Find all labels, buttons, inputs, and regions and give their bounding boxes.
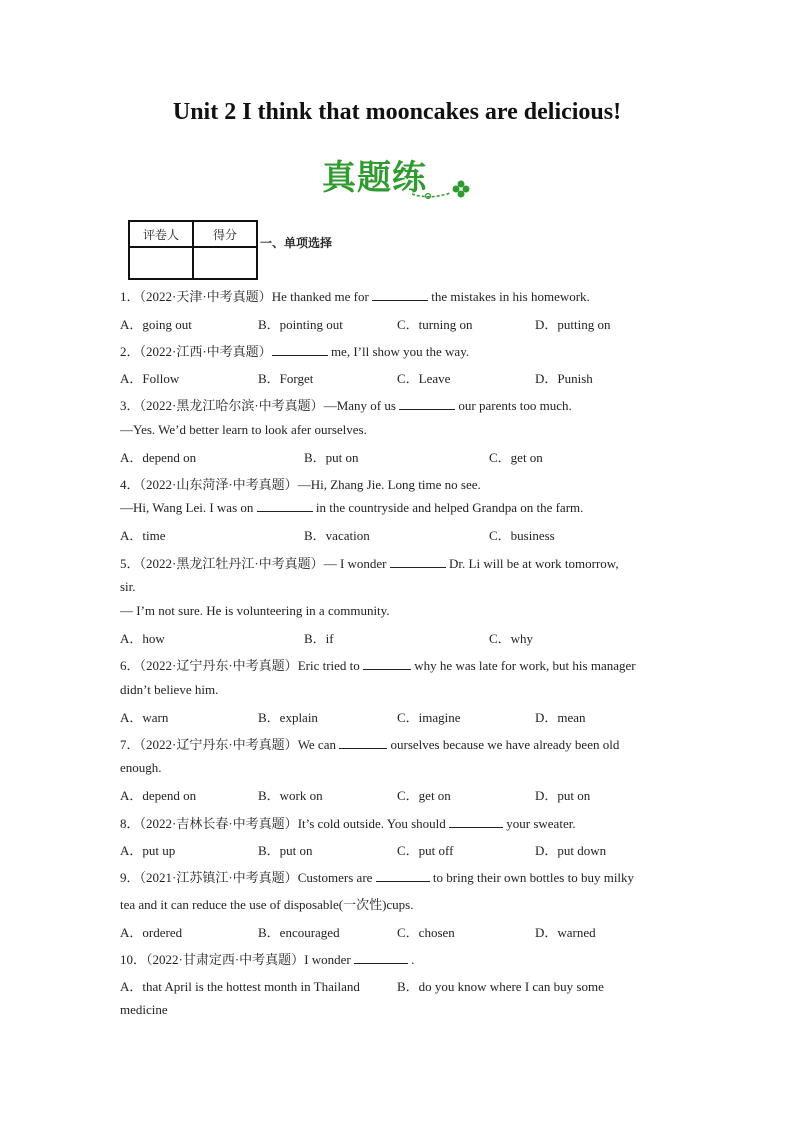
q1-option-a[interactable]: A．going out <box>120 317 192 332</box>
q3-option-b[interactable]: B．put on <box>304 450 359 465</box>
question-7: 7．（2022·辽宁丹东·中考真题）We can ourselves because we have already been old <box>120 737 620 752</box>
section-heading: 一、单项选择 <box>260 236 333 250</box>
question-10: 10．（2022·甘肃定西·中考真题）I wonder . <box>120 952 415 967</box>
q8-option-b[interactable]: B．put on <box>258 843 313 858</box>
q4-option-c[interactable]: C．business <box>489 528 555 543</box>
q9-option-d[interactable]: D．warned <box>535 925 596 940</box>
q5-option-c[interactable]: C．why <box>489 631 534 646</box>
question-4: 4．（2022·山东菏泽·中考真题）—Hi, Zhang Jie. Long time no see. <box>120 477 481 492</box>
q5-option-b[interactable]: B．if <box>304 631 334 646</box>
score-table-grader-cell <box>129 247 193 279</box>
question-5-line-3: — I’m not sure. He is volunteering in a community. <box>120 603 390 618</box>
q4-option-a[interactable]: A．time <box>120 528 166 543</box>
q10-option-a[interactable]: A．that April is the hottest month in Thailand <box>120 979 360 994</box>
score-table <box>128 220 258 280</box>
question-3: 3．（2022·黑龙江哈尔滨·中考真题）—Many of us our parents too much. <box>120 398 572 413</box>
q2-option-a[interactable]: A．Follow <box>120 371 180 386</box>
score-table-grader-header: 评卷人 <box>129 221 193 247</box>
q7-option-d[interactable]: D．put on <box>535 788 591 803</box>
question-7-line-2: enough. <box>120 760 162 775</box>
q10-option-b-continued: medicine <box>120 1002 168 1017</box>
q8-option-d[interactable]: D．put down <box>535 843 607 858</box>
q7-option-a[interactable]: A．depend on <box>120 788 197 803</box>
q6-option-b[interactable]: B．explain <box>258 710 318 725</box>
q6-option-d[interactable]: D．mean <box>535 710 586 725</box>
q9-option-a[interactable]: A．ordered <box>120 925 183 940</box>
question-4-line-2: —Hi, Wang Lei. I was on in the countryside and helped Grandpa on the farm. <box>120 500 584 515</box>
q9-option-c[interactable]: C．chosen <box>397 925 455 940</box>
q2-option-d[interactable]: D．Punish <box>535 371 593 386</box>
question-6: 6．（2022·辽宁丹东·中考真题）Eric tried to why he was late for work, but his manager <box>120 658 636 673</box>
q2-option-c[interactable]: C．Leave <box>397 371 451 386</box>
question-9-line-2: tea and it can reduce the use of disposable(一次性)cups. <box>120 897 414 912</box>
q5-option-a[interactable]: A．how <box>120 631 165 646</box>
q4-option-b[interactable]: B．vacation <box>304 528 370 543</box>
question-6-line-2: didn’t believe him. <box>120 682 219 697</box>
q7-option-c[interactable]: C．get on <box>397 788 451 803</box>
question-1: 1．（2022·天津·中考真题）He thanked me for the mistakes in his homework. <box>120 289 590 304</box>
page-title: Unit 2 I think that mooncakes are delicious! <box>172 99 622 125</box>
question-8: 8．（2022·吉林长春·中考真题）It’s cold outside. You should your sweater. <box>120 816 576 831</box>
q1-option-c[interactable]: C．turning on <box>397 317 473 332</box>
score-table-score-cell <box>193 247 257 279</box>
q1-option-d[interactable]: D．putting on <box>535 317 611 332</box>
clover-decoration-icon <box>320 150 480 202</box>
question-9: 9．（2021·江苏镇江·中考真题）Customers are to bring their own bottles to buy milky <box>120 870 635 885</box>
q3-option-c[interactable]: C．get on <box>489 450 543 465</box>
q10-option-b[interactable]: B．do you know where I can buy some <box>397 979 604 994</box>
question-3-line-2: —Yes. We’d better learn to look afer ourselves. <box>120 422 367 437</box>
question-5: 5．（2022·黑龙江牡丹江·中考真题）— I wonder Dr. Li will be at work tomorrow, <box>120 556 619 571</box>
q7-option-b[interactable]: B．work on <box>258 788 323 803</box>
question-5-line-2: sir. <box>120 579 136 594</box>
question-2: 2．（2022·江西·中考真题） me, I’ll show you the way. <box>120 344 470 359</box>
logo-text: 真题练 <box>322 158 427 198</box>
q8-option-c[interactable]: C．put off <box>397 843 454 858</box>
q2-option-b[interactable]: B．Forget <box>258 371 314 386</box>
q3-option-a[interactable]: A．depend on <box>120 450 197 465</box>
q6-option-a[interactable]: A．warn <box>120 710 169 725</box>
q8-option-a[interactable]: A．put up <box>120 843 176 858</box>
logo <box>320 150 480 202</box>
q9-option-b[interactable]: B．encouraged <box>258 925 340 940</box>
q6-option-c[interactable]: C．imagine <box>397 710 461 725</box>
score-table-score-header: 得分 <box>193 221 257 247</box>
q1-option-b[interactable]: B．pointing out <box>258 317 343 332</box>
